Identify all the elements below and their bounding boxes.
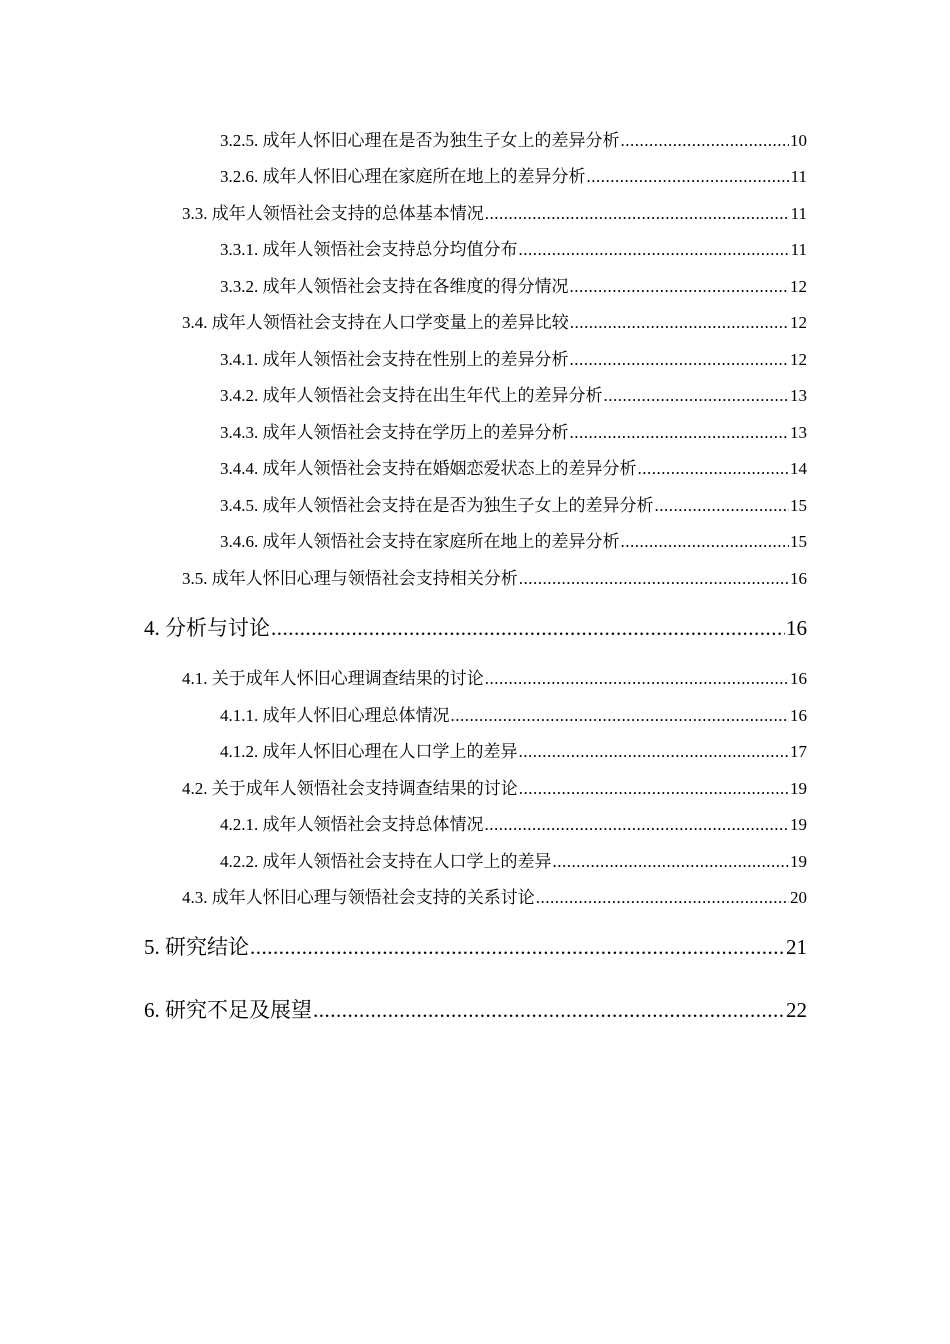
toc-entry[interactable] [144, 994, 807, 1024]
toc-page-number: 19 [790, 852, 807, 871]
toc-page-number: 16 [786, 616, 807, 640]
toc-leader-dots [250, 935, 785, 960]
toc-entry-label: 3.4.4. 成年人领悟社会支持在婚姻恋爱状态上的差异分析 [220, 459, 637, 478]
toc-entry[interactable] [220, 418, 807, 443]
toc-leader-dots [519, 742, 790, 762]
toc-leader-dots [587, 167, 790, 187]
toc-page-number: 16 [790, 706, 807, 725]
toc-page-number: 19 [790, 815, 807, 834]
toc-entry-label: 3.4.3. 成年人领悟社会支持在学历上的差异分析 [220, 423, 569, 442]
toc-page-number: 13 [790, 386, 807, 405]
toc-leader-dots [570, 277, 790, 297]
toc-entry-label: 4.2.2. 成年人领悟社会支持在人口学上的差异 [220, 852, 552, 871]
toc-leader-dots [570, 423, 790, 443]
toc-entry-label: 3.5. 成年人怀旧心理与领悟社会支持相关分析 [182, 569, 518, 588]
toc-entry-label: 4.2.1. 成年人领悟社会支持总体情况 [220, 815, 484, 834]
toc-entry[interactable] [220, 272, 807, 297]
toc-entry[interactable] [182, 308, 807, 333]
toc-page-number: 14 [790, 459, 807, 478]
toc-entry-label: 3.2.5. 成年人怀旧心理在是否为独生子女上的差异分析 [220, 131, 620, 150]
toc-entry[interactable] [144, 931, 807, 961]
toc-page-number: 11 [790, 167, 807, 186]
toc-entry[interactable] [144, 612, 807, 642]
toc-entry-label: 4.1.1. 成年人怀旧心理总体情况 [220, 706, 450, 725]
toc-leader-dots [655, 496, 790, 516]
toc-leader-dots [519, 779, 789, 799]
toc-entry-label: 3.3.2. 成年人领悟社会支持在各维度的得分情况 [220, 277, 569, 296]
toc-entry[interactable] [182, 564, 807, 589]
toc-page-number: 11 [790, 240, 807, 259]
toc-leader-dots [570, 350, 790, 370]
toc-entry[interactable] [220, 126, 807, 151]
toc-page-number: 15 [790, 532, 807, 551]
toc-entry-label: 3.4.1. 成年人领悟社会支持在性别上的差异分析 [220, 350, 569, 369]
toc-entry[interactable] [220, 454, 807, 479]
toc-entry[interactable] [220, 701, 807, 726]
toc-leader-dots [271, 616, 785, 641]
toc-page-number: 16 [790, 669, 807, 688]
toc-leader-dots [536, 888, 789, 908]
toc-entry[interactable] [220, 737, 807, 762]
toc-leader-dots [485, 815, 790, 835]
toc-entry[interactable] [182, 199, 807, 224]
toc-entry[interactable] [220, 345, 807, 370]
toc-entry-label: 3.4. 成年人领悟社会支持在人口学变量上的差异比较 [182, 313, 569, 332]
toc-entry[interactable] [220, 810, 807, 835]
toc-entry[interactable] [220, 381, 807, 406]
toc-page-number: 12 [790, 350, 807, 369]
toc-leader-dots [621, 532, 790, 552]
toc-leader-dots [638, 459, 790, 479]
toc-leader-dots [451, 706, 790, 726]
toc-entry[interactable] [220, 491, 807, 516]
toc-leader-dots [519, 240, 790, 260]
toc-entry[interactable] [182, 883, 807, 908]
toc-page-number: 15 [790, 496, 807, 515]
toc-entry-label: 3.3.1. 成年人领悟社会支持总分均值分布 [220, 240, 518, 259]
toc-entry-label: 3.4.5. 成年人领悟社会支持在是否为独生子女上的差异分析 [220, 496, 654, 515]
toc-page-number: 22 [786, 998, 807, 1022]
toc-leader-dots [604, 386, 790, 406]
toc-entry[interactable] [220, 235, 807, 260]
toc-entry[interactable] [182, 664, 807, 689]
toc-page-number: 20 [790, 888, 807, 907]
toc-entry[interactable] [182, 774, 807, 799]
toc-entry-label: 4.3. 成年人怀旧心理与领悟社会支持的关系讨论 [182, 888, 535, 907]
toc-leader-dots [519, 569, 789, 589]
toc-page-number: 13 [790, 423, 807, 442]
toc-entry-label: 5. 研究结论 [144, 935, 249, 959]
toc-entry-label: 6. 研究不足及展望 [144, 998, 312, 1022]
toc-entry[interactable] [220, 162, 807, 187]
toc-entry-label: 3.2.6. 成年人怀旧心理在家庭所在地上的差异分析 [220, 167, 586, 186]
toc-page-number: 11 [790, 204, 807, 223]
toc-entry-label: 3.3. 成年人领悟社会支持的总体基本情况 [182, 204, 484, 223]
toc-entry[interactable] [220, 527, 807, 552]
toc-page-number: 19 [790, 779, 807, 798]
toc-leader-dots [313, 998, 785, 1023]
toc-leader-dots [553, 852, 790, 872]
toc-leader-dots [485, 669, 789, 689]
toc-leader-dots [570, 313, 789, 333]
toc-page-number: 10 [790, 131, 807, 150]
toc-leader-dots [621, 131, 790, 151]
toc-page-number: 21 [786, 935, 807, 959]
toc-leader-dots [485, 204, 790, 224]
toc-entry-label: 3.4.6. 成年人领悟社会支持在家庭所在地上的差异分析 [220, 532, 620, 551]
toc-page-number: 12 [790, 313, 807, 332]
toc-entry-label: 3.4.2. 成年人领悟社会支持在出生年代上的差异分析 [220, 386, 603, 405]
toc-page-number: 16 [790, 569, 807, 588]
toc-entry-label: 4.1. 关于成年人怀旧心理调查结果的讨论 [182, 669, 484, 688]
toc-page-number: 17 [790, 742, 807, 761]
toc-entry-label: 4.2. 关于成年人领悟社会支持调查结果的讨论 [182, 779, 518, 798]
toc-entry[interactable] [220, 847, 807, 872]
toc-page-number: 12 [790, 277, 807, 296]
toc-entry-label: 4.1.2. 成年人怀旧心理在人口学上的差异 [220, 742, 518, 761]
toc-entry-label: 4. 分析与讨论 [144, 616, 270, 640]
